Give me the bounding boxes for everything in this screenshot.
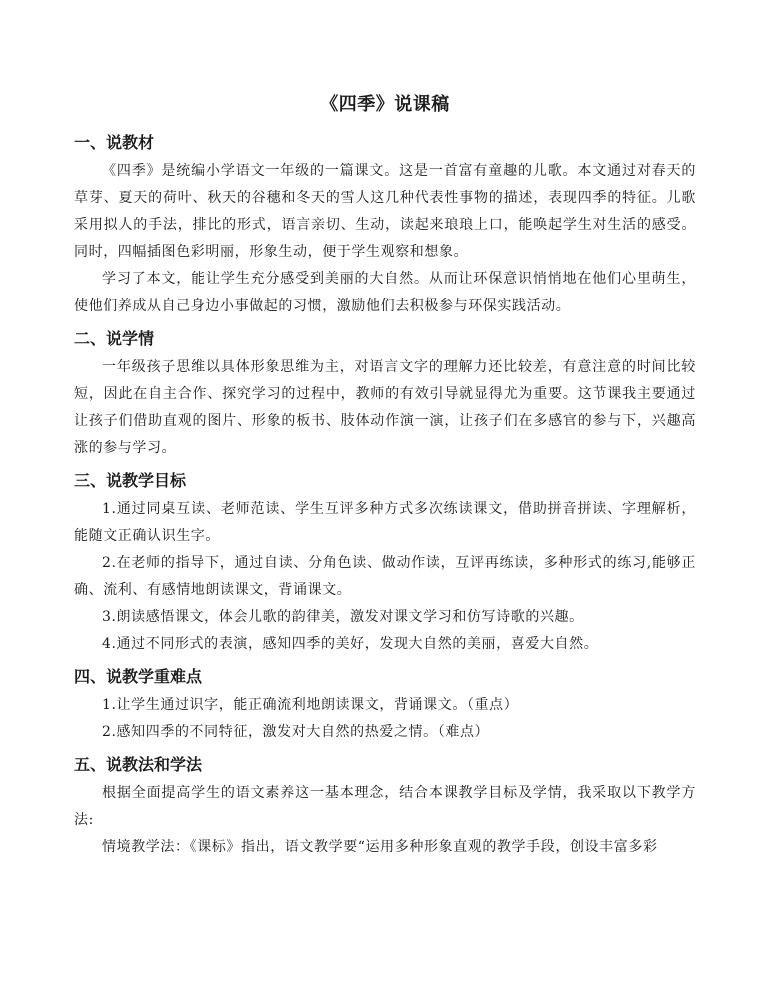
paragraph: 3.朗读感悟课文，体会儿歌的韵律美，激发对课文学习和仿写诗歌的兴趣。 [102,609,584,625]
paragraph: 4.通过不同形式的表演，感知四季的美好，发现大自然的美丽，喜爱大自然。 [102,636,599,652]
section-methods [74,752,696,861]
paragraph: 一年级孩子思维以具体形象思维为主，对语言文字的理解力还比较差，有意注意的时间比较短，因此在自主合作、探究学习的过程中，教师的有效引导就显得尤为重要。这节课我主要通过让孩子们借助直观的图片、形象的板书、肢体动作演一演，让孩子们在多感官的参与下，兴趣高涨的参与学习。 [74,359,696,456]
section-key-points [74,664,696,746]
document-body [74,130,696,867]
paragraph: 2.感知四季的不同特征，激发对大自然的热爱之情。（难点） [102,724,490,740]
paragraph: 《四季》是统编小学语文一年级的一篇课文。这是一首富有童趣的儿歌。本文通过对春天的草芽、夏天的荷叶、秋天的谷穗和冬天的雪人这几种代表性事物的描述，表现四季的特征。儿歌采用拟人的手法，排比的形式，语言亲切、生动，读起来琅琅上口，能唤起学生对生活的感受。同时，四幅插图色彩明丽，形象生动，便于学生观察和想象。 [74,163,696,260]
section-heading: 五、说教法和学法 [74,755,203,774]
section-objectives [74,468,696,658]
paragraph: 2.在老师的指导下，通过自读、分角色读、做动作读，互评再练读，多种形式的练习,能够正确、流利、有感情地朗读课文，背诵课文。 [74,555,696,598]
section-heading: 一、说教材 [74,133,155,152]
paragraph: 1.让学生通过识字，能正确流利地朗读课文，背诵课文。（重点） [102,697,519,713]
section-heading: 二、说学情 [74,329,155,348]
paragraph: 学习了本文，能让学生充分感受到美丽的大自然。从而让环保意识悄悄地在他们心里萌生，使他们养成从自己身边小事做起的习惯，激励他们去积极参与环保实践活动。 [74,271,696,314]
section-textbook [74,130,696,320]
section-heading: 四、说教学重难点 [74,667,203,686]
section-heading: 三、说教学目标 [74,471,187,490]
paragraph: 1.通过同桌互读、老师范读、学生互评多种方式多次练读课文，借助拼音拼读、字理解析，能随文正确认识生字。 [74,501,696,544]
paragraph: 情境教学法：《课标》指出，语文教学要“运用多种形象直观的教学手段，创设丰富多彩 [102,839,658,855]
paragraph: 根据全面提高学生的语文素养这一基本理念，结合本课教学目标及学情，我采取以下教学方法: [74,785,696,828]
section-learners [74,326,696,462]
document-title: 《四季》说课稿 [320,94,450,115]
